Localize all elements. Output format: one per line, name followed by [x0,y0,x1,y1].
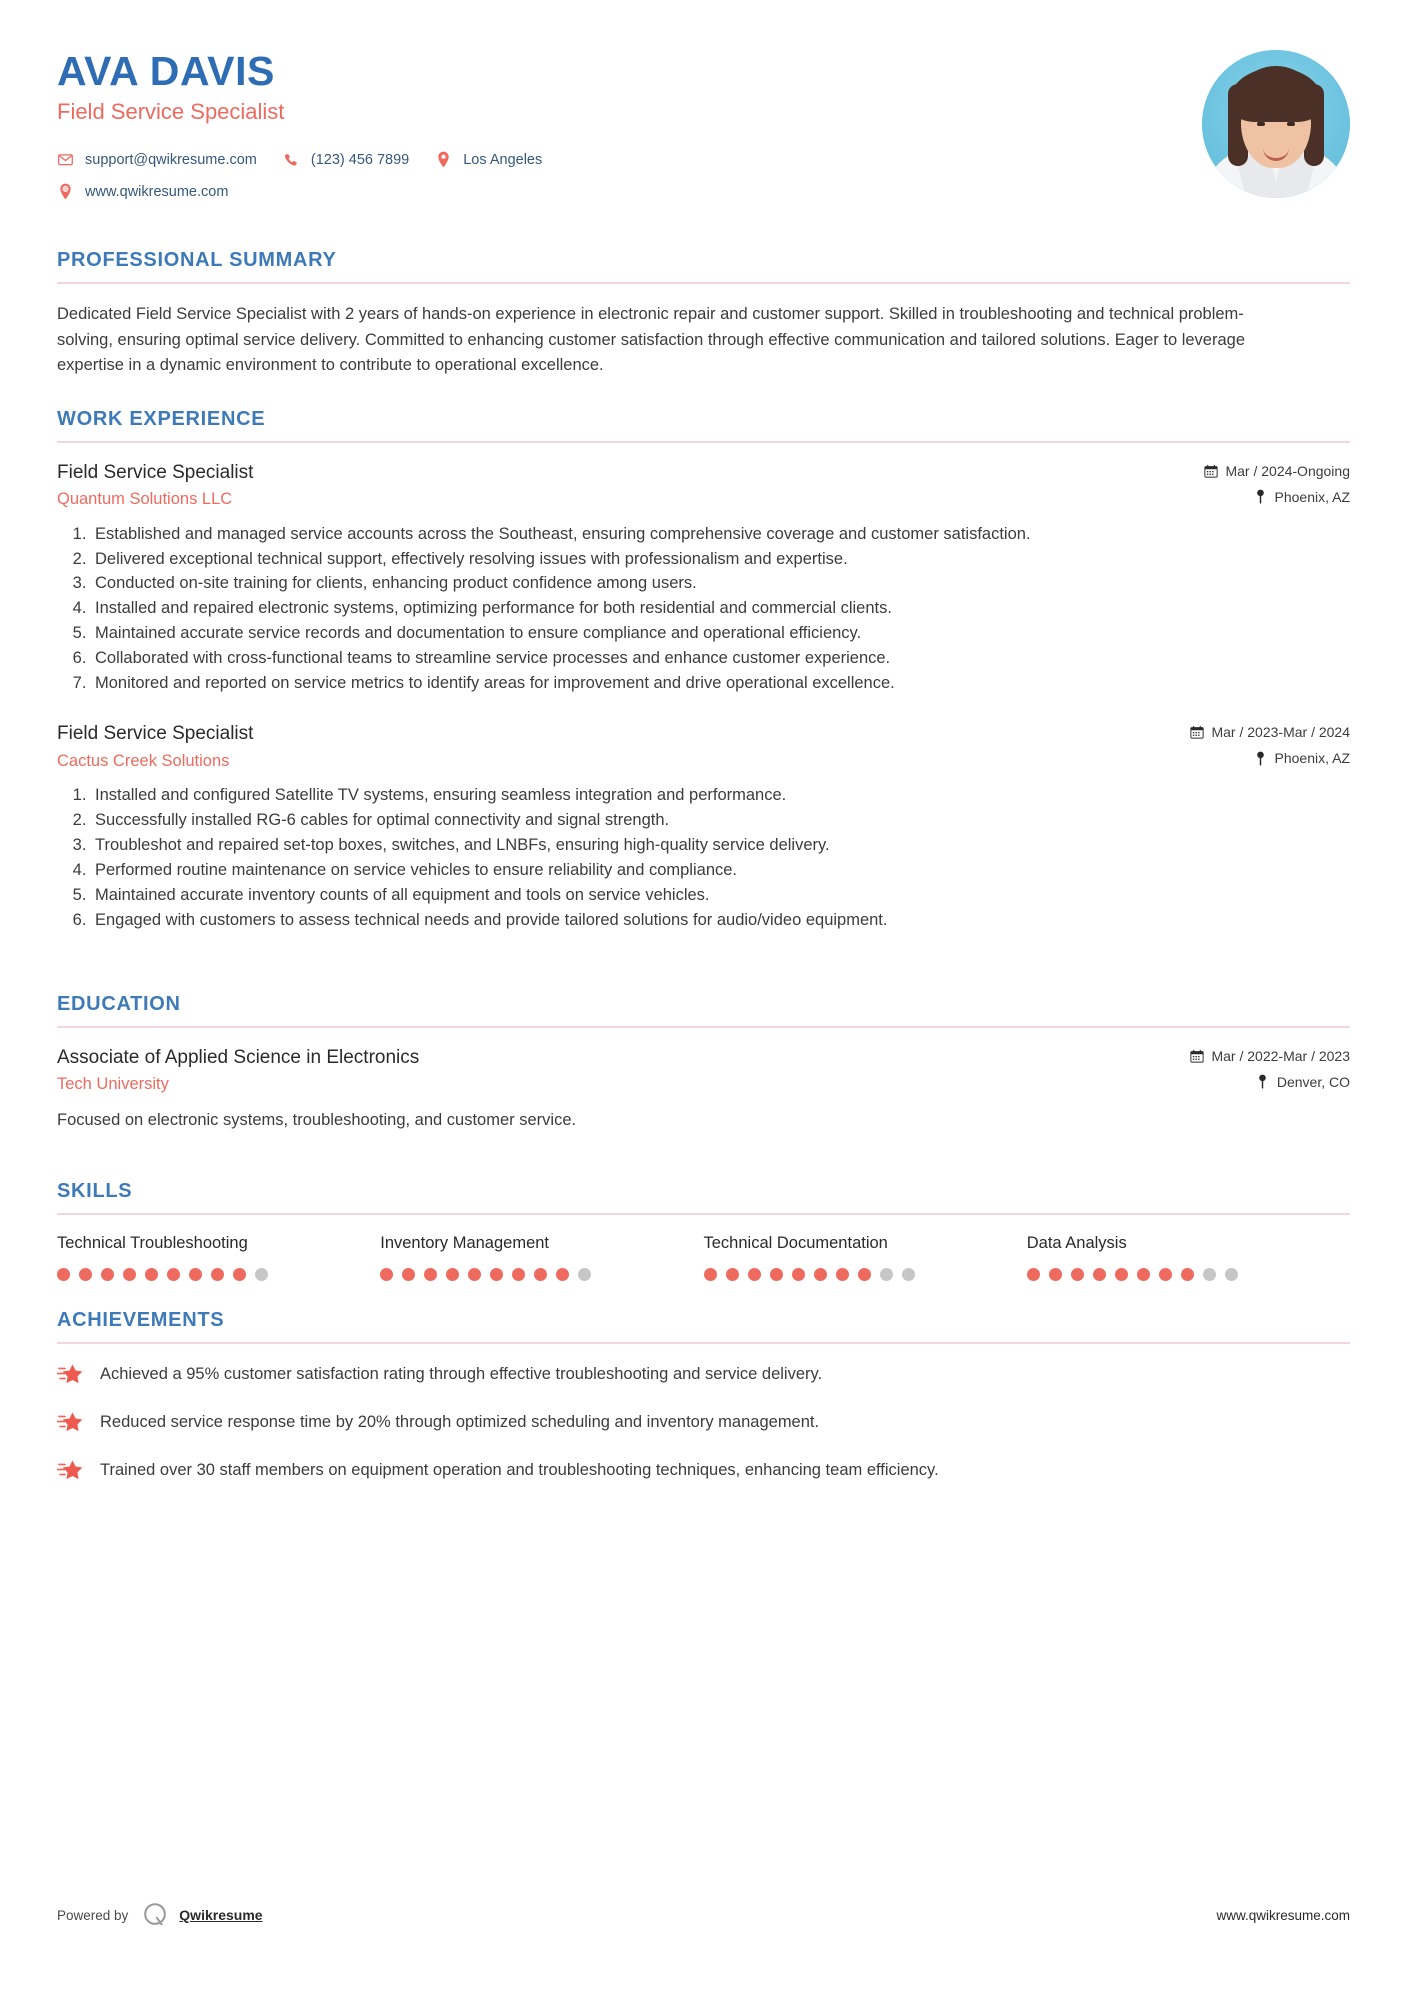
map-marker-icon [1253,751,1268,766]
skill-dot-filled [233,1268,246,1281]
calendar-icon [1189,1048,1204,1063]
work-entry-date-text: Mar / 2023-Mar / 2024 [1211,724,1350,741]
work-entry-date [1189,724,1350,740]
bullet-item: 2. Delivered exceptional technical support, effectively resolving issues with professionalism and expertise. [91,548,1305,572]
education-date [1189,1048,1350,1064]
avatar-eye-right [1287,122,1295,126]
bullet-item: 5. Maintained accurate inventory counts of all equipment and tools on service vehicles. [91,884,1305,908]
section-divider [57,1213,1350,1215]
layout-spacer [57,959,1350,993]
education-entry-title-row [57,1046,1350,1071]
skill-dot-filled [1049,1268,1062,1281]
work-entry-location [1253,489,1351,505]
skill-dot-filled [79,1268,92,1281]
skill-item [704,1233,1027,1280]
skill-rating-dots [57,1268,352,1281]
education-date-text: Mar / 2022-Mar / 2023 [1211,1047,1350,1064]
skill-dot-filled [726,1268,739,1281]
skill-dot-filled [446,1268,459,1281]
resume-header [57,46,1350,215]
skill-dot-filled [858,1268,871,1281]
skill-dot-filled [748,1268,761,1281]
work-entry-org-row [57,747,1350,772]
skill-dot-filled [792,1268,805,1281]
work-entry-bullets [57,523,1350,696]
candidate-name: AVA DAVIS [57,48,276,94]
section-professional-summary [57,249,1350,377]
skill-dot-filled [468,1268,481,1281]
skill-dot-filled [189,1268,202,1281]
education-degree: Associate of Applied Science in Electronics [57,1046,420,1068]
work-entry-date [1203,463,1350,479]
header-identity-block [57,46,568,215]
qwikresume-logo-icon [140,1900,170,1930]
education-location-text: Denver, CO [1276,1073,1350,1090]
skill-dot-filled [836,1268,849,1281]
skill-label: Technical Troubleshooting [57,1234,248,1253]
section-divider [57,441,1350,443]
contact-info [57,151,568,200]
skill-dot-filled [814,1268,827,1281]
skill-dot-filled [1159,1268,1172,1281]
education-location [1255,1074,1350,1090]
footer-branding [57,1900,263,1930]
phone-icon [283,151,300,168]
skill-item [57,1233,380,1280]
contact-location [435,151,542,168]
education-entry-org-row [57,1070,1350,1095]
skill-dot-empty [1225,1268,1238,1281]
skill-dot-filled [167,1268,180,1281]
achievement-item [57,1362,1350,1388]
skill-dot-filled [1181,1268,1194,1281]
skill-item [380,1233,703,1280]
skill-dot-filled [1071,1268,1084,1281]
contact-email-text: support@qwikresume.com [85,151,257,168]
work-entry-location-text: Phoenix, AZ [1274,750,1350,767]
avatar-eye-left [1257,122,1265,126]
achievement-text: Achieved a 95% customer satisfaction rating through effective troubleshooting and service delivery. [100,1364,823,1383]
skill-dot-filled [211,1268,224,1281]
contact-website[interactable] [57,183,228,200]
work-entry-location [1253,750,1351,766]
globe-icon [57,183,74,200]
skill-dot-empty [880,1268,893,1281]
work-entry-title-row [57,461,1350,486]
skill-dot-empty [1203,1268,1216,1281]
contact-email[interactable] [57,151,257,168]
star-icon [57,1458,87,1484]
bullet-item: 5. Maintained accurate service records and documentation to ensure compliance and operational efficiency. [91,622,1305,646]
skill-dot-filled [1027,1268,1040,1281]
skill-label: Data Analysis [1026,1234,1127,1253]
bullet-item: 4. Installed and repaired electronic systems, optimizing performance for both residential and commercial clients. [91,597,1305,621]
email-icon [57,151,74,168]
skill-dot-empty [902,1268,915,1281]
skill-dot-filled [512,1268,525,1281]
section-heading-education: EDUCATION [57,992,181,1015]
skills-grid [57,1233,1350,1280]
skill-dot-filled [145,1268,158,1281]
work-entry [57,461,1350,696]
section-achievements [57,1309,1350,1484]
map-marker-icon [1253,489,1268,504]
work-entry-date-text: Mar / 2024-Ongoing [1225,462,1350,479]
calendar-icon [1189,725,1204,740]
layout-spacer [57,1287,1350,1309]
work-entry [57,722,1350,932]
work-entry-location-text: Phoenix, AZ [1274,488,1350,505]
layout-spacer [57,1158,1350,1180]
skill-dot-filled [534,1268,547,1281]
skill-dot-empty [255,1268,268,1281]
skill-item [1027,1233,1350,1280]
skill-dot-filled [123,1268,136,1281]
section-skills [57,1180,1350,1280]
skill-dot-filled [704,1268,717,1281]
bullet-item: 1. Installed and configured Satellite TV systems, ensuring seamless integration and performance. [91,784,1305,808]
skill-dot-filled [1093,1268,1106,1281]
section-education [57,993,1350,1133]
work-entry-organization: Cactus Creek Solutions [57,751,230,770]
education-institution: Tech University [57,1075,169,1094]
skill-dot-filled [556,1268,569,1281]
work-entry-bullets [57,784,1350,933]
skill-label: Technical Documentation [703,1234,888,1253]
section-heading-skills: SKILLS [57,1180,133,1203]
contact-row-primary [57,151,568,168]
contact-location-text: Los Angeles [463,151,543,168]
candidate-job-title: Field Service Specialist [57,99,285,125]
bullet-item: 1. Established and managed service accounts across the Southeast, ensuring comprehensive coverage and customer satisfaction. [91,523,1305,547]
achievement-text: Reduced service response time by 20% through optimized scheduling and inventory management. [100,1412,820,1431]
achievement-text: Trained over 30 staff members on equipment operation and troubleshooting techniques, enhancing team efficiency. [100,1460,939,1479]
bullet-item: 3. Troubleshot and repaired set-top boxes, switches, and LNBFs, ensuring high-quality service delivery. [91,834,1305,858]
bullet-item: 3. Conducted on-site training for clients, enhancing product confidence among users. [91,572,1305,596]
section-heading-summary: PROFESSIONAL SUMMARY [57,249,337,272]
achievement-item [57,1410,1350,1436]
avatar [1202,50,1350,198]
skill-dot-filled [57,1268,70,1281]
section-work-experience [57,408,1350,933]
skill-dot-filled [402,1268,415,1281]
bullet-item: 6. Collaborated with cross-functional teams to streamline service processes and enhance customer experience. [91,647,1305,671]
bullet-item: 6. Engaged with customers to assess technical needs and provide tailored solutions for audio/video equipment. [91,909,1305,933]
work-entry-title-row [57,722,1350,747]
work-entry-title: Field Service Specialist [57,723,254,745]
section-heading-achievements: ACHIEVEMENTS [57,1308,225,1331]
summary-paragraph: Dedicated Field Service Specialist with 2 years of hands-on experience in electronic repair and customer support. Skilled in troubleshooting and technical problem-solving, ensuring optimal service delivery. Committed to enhancing customer satisfaction through effective communication and tailored solutions. Eager to leverage expertise in a dynamic environment to contribute to operational excellence. [57,305,1246,374]
skill-dot-filled [770,1268,783,1281]
location-pin-icon [435,151,452,168]
contact-row-secondary [57,183,568,200]
education-entry [57,1046,1350,1133]
section-divider [57,1026,1350,1028]
bullet-item: 4. Performed routine maintenance on service vehicles to ensure reliability and compliance. [91,859,1305,883]
education-description: Focused on electronic systems, troubleshooting, and customer service. [57,1110,577,1129]
work-entry-organization: Quantum Solutions LLC [57,490,233,509]
work-entry-org-row [57,485,1350,510]
section-divider [57,1342,1350,1344]
star-icon [57,1410,87,1436]
skill-dot-empty [578,1268,591,1281]
skill-rating-dots [704,1268,999,1281]
footer-brand-link[interactable]: Qwikresume [179,1907,263,1923]
skill-dot-filled [101,1268,114,1281]
calendar-icon [1203,463,1218,478]
skill-dot-filled [1115,1268,1128,1281]
bullet-item: 7. Monitored and reported on service metrics to identify areas for improvement and drive operational excellence. [91,672,1305,696]
skill-dot-filled [1137,1268,1150,1281]
footer-powered-by-label: Powered by [57,1907,129,1923]
skill-dot-filled [424,1268,437,1281]
skill-rating-dots [1027,1268,1322,1281]
work-entry-title: Field Service Specialist [57,461,254,483]
contact-phone-text: (123) 456 7899 [310,151,410,168]
section-heading-work-experience: WORK EXPERIENCE [57,407,266,430]
bullet-item: 2. Successfully installed RG-6 cables for optimal connectivity and signal strength. [91,809,1305,833]
contact-website-text: www.qwikresume.com [85,183,229,200]
contact-phone[interactable] [283,151,409,168]
skill-dot-filled [380,1268,393,1281]
achievement-item [57,1458,1350,1484]
skill-label: Inventory Management [380,1234,550,1253]
map-marker-icon [1255,1074,1270,1089]
page-footer [57,1900,1350,1930]
footer-website[interactable]: www.qwikresume.com [1216,1907,1350,1923]
star-icon [57,1362,87,1388]
skill-rating-dots [380,1268,675,1281]
page-top-edge [0,0,1407,5]
skill-dot-filled [490,1268,503,1281]
section-divider [57,282,1350,284]
